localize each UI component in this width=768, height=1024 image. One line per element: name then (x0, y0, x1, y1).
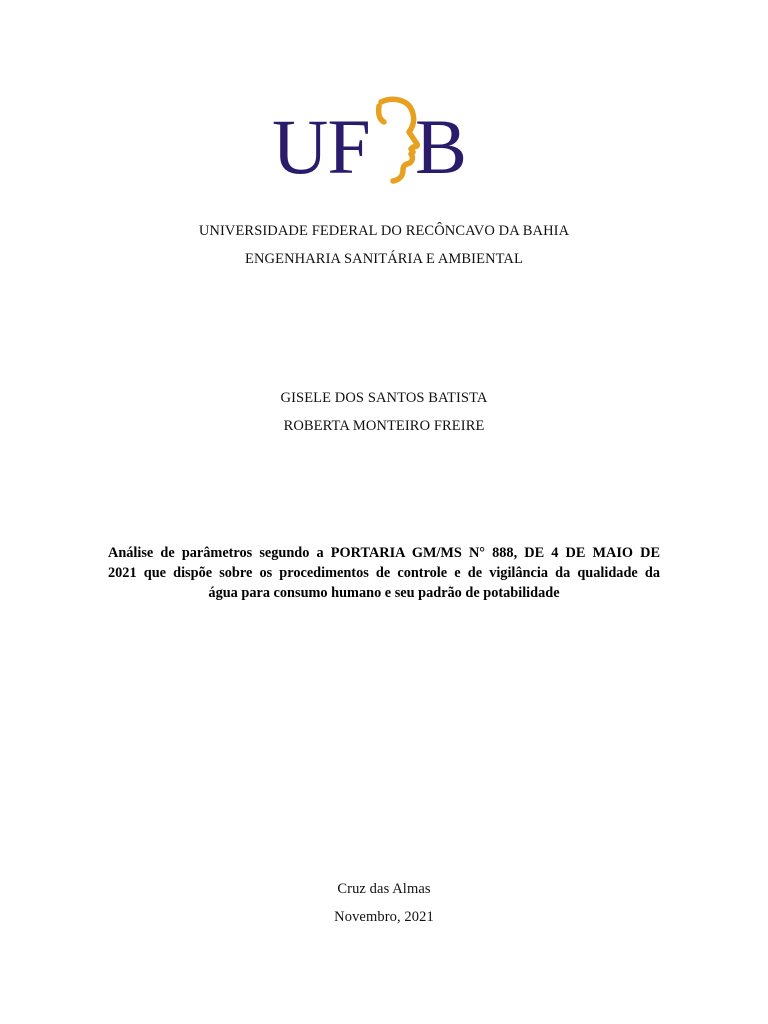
institution-name: UNIVERSIDADE FEDERAL DO RECÔNCAVO DA BAHIA (198, 223, 570, 239)
face-profile-emblem-icon (379, 99, 418, 181)
course-name: ENGENHARIA SANITÁRIA E AMBIENTAL (245, 251, 523, 267)
document-date: Novembro, 2021 (334, 909, 434, 925)
title-line: 2021 que dispõe sobre os procedimentos de controle e de vigilância da qualidade da (108, 565, 660, 581)
city-name: Cruz das Almas (337, 881, 431, 897)
ufrb-logo (268, 92, 468, 188)
author-name: ROBERTA MONTEIRO FREIRE (283, 418, 485, 434)
logo-text-right: B (415, 103, 468, 188)
document-title (108, 543, 660, 603)
logo-text-left: UF (272, 103, 370, 188)
title-line: Análise de parâmetros segundo a PORTARIA GM/MS N° 888, DE 4 DE MAIO DE (108, 545, 660, 561)
author-name: GISELE DOS SANTOS BATISTA (280, 390, 488, 406)
title-line: água para consumo humano e seu padrão de potabilidade (208, 585, 560, 601)
